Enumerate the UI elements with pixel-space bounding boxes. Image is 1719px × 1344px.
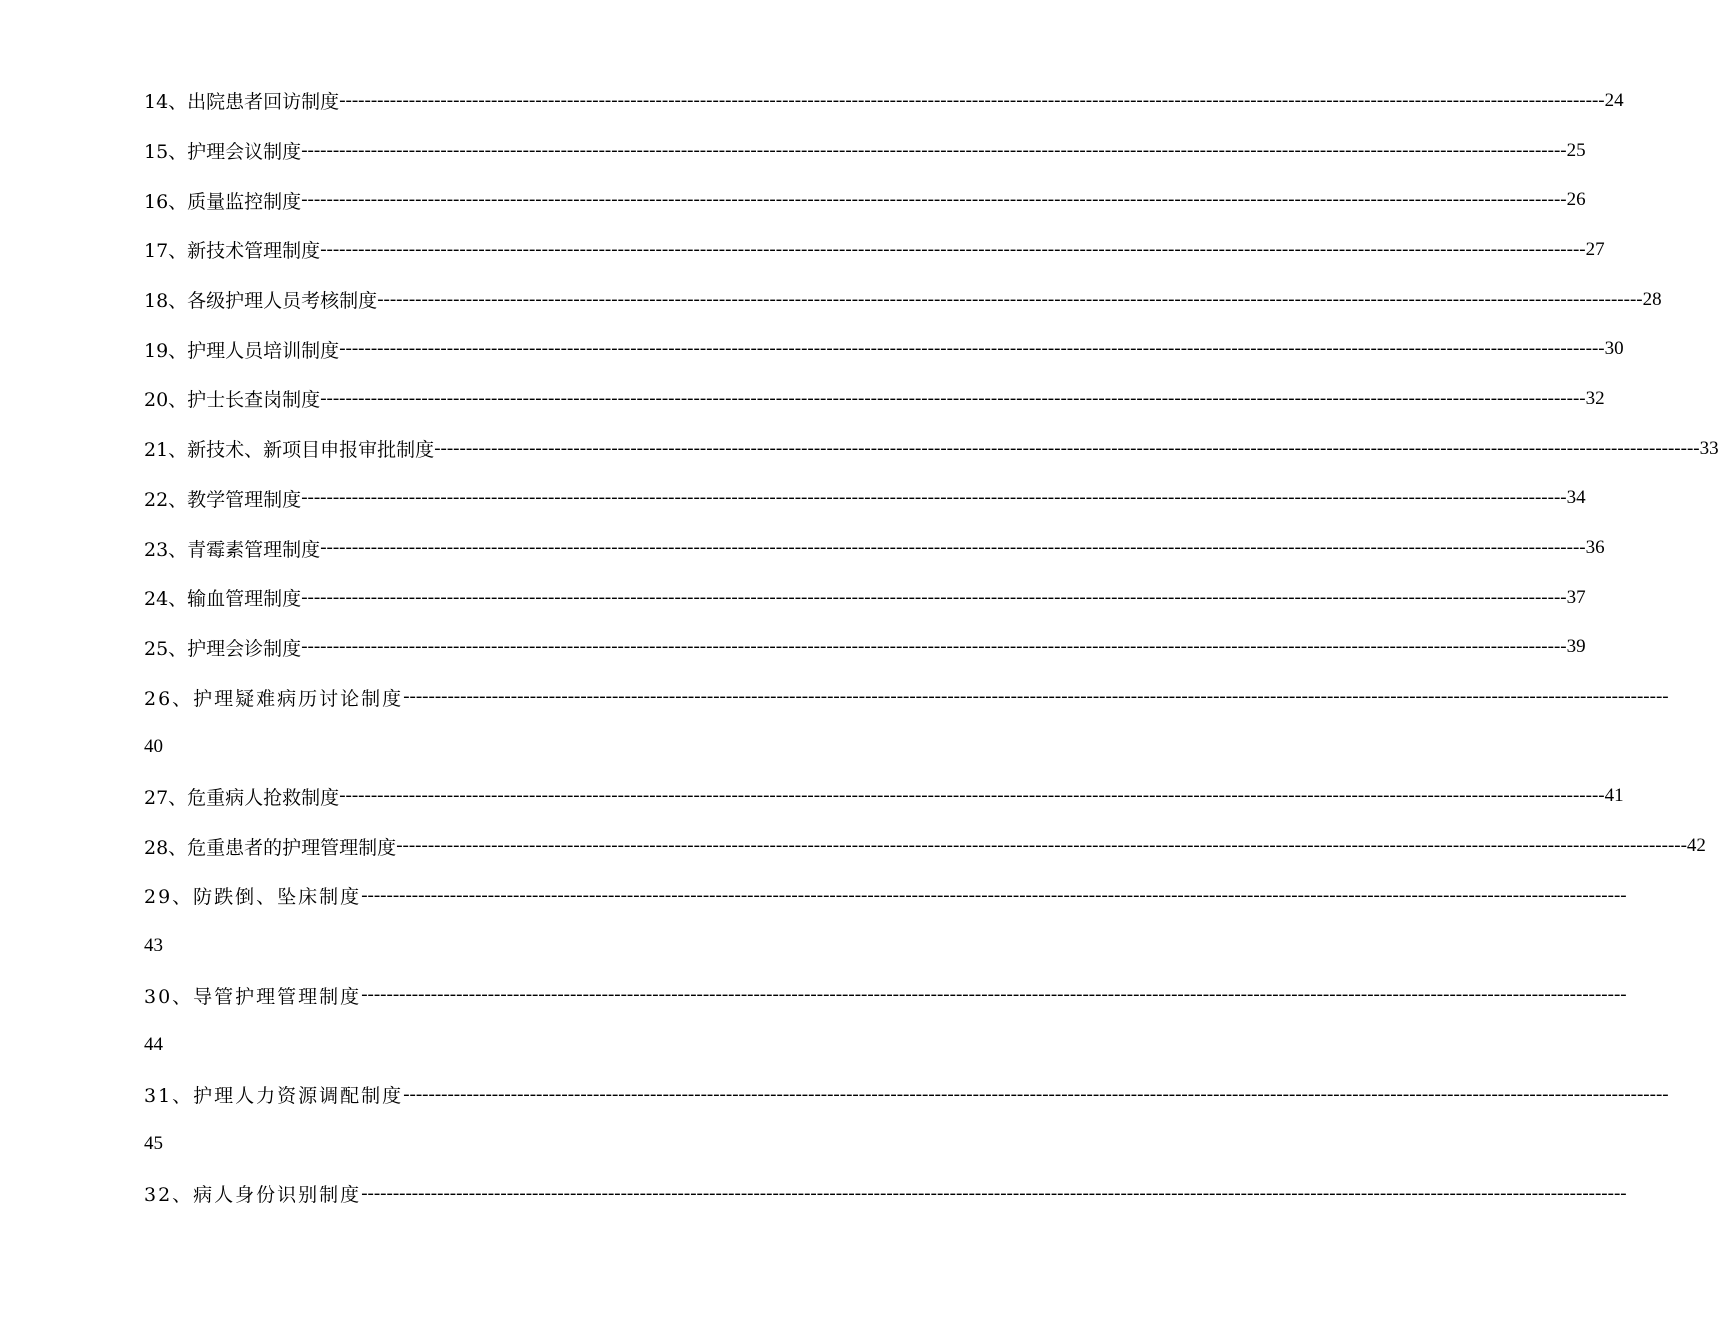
toc-entry[interactable] bbox=[144, 424, 1719, 474]
toc-entry-title: 32、病人身份识别制度 bbox=[144, 1184, 362, 1207]
toc-page-number: 34 bbox=[1566, 487, 1586, 509]
toc-entry[interactable] bbox=[144, 126, 1586, 176]
toc-entry[interactable] bbox=[144, 573, 1586, 623]
toc-entry-title: 16、质量监控制度 bbox=[144, 190, 302, 213]
toc-entry[interactable] bbox=[144, 821, 1706, 871]
toc-entry[interactable] bbox=[144, 672, 1669, 722]
toc-entry-title: 17、新技术管理制度 bbox=[144, 240, 321, 263]
toc-leader-dots: -------------------------------------------------------------------------------------------------------------------------------------------------------------------------------------------------------- bbox=[320, 238, 1586, 260]
toc-entry-title: 21、新技术、新项目申报审批制度 bbox=[144, 439, 435, 462]
toc-entry-page-wrap bbox=[144, 921, 806, 971]
toc-page-number: ----42 bbox=[1661, 835, 1706, 857]
toc-leader-dots: -------------------------------------------------------------------------------------------------------------------------------------------------------------------------------------------------------- bbox=[301, 636, 1567, 658]
toc-leader-dots: -------------------------------------------------------------------------------------------------------------------------------------------------------------------------------------------------------- bbox=[301, 487, 1567, 509]
toc-page-number: 30 bbox=[1604, 338, 1624, 360]
toc-entry[interactable] bbox=[144, 523, 1605, 573]
toc-leader-dots: -------------------------------------------------------------------------------------------------------------------------------------------------------------------------------------------------------- bbox=[377, 288, 1643, 310]
toc-leader-dots: -------------------------------------------------------------------------------------------------------------------------------------------------------------------------------------------------------- bbox=[301, 189, 1567, 211]
toc-leader-dots: -------------------------------------------------------------------------------------------------------------------------------------------------------------------------------------------------------- bbox=[320, 387, 1586, 409]
toc-page-number: 40 bbox=[144, 735, 163, 757]
toc-page-number: 36 bbox=[1585, 537, 1605, 559]
toc-page-number: 37 bbox=[1566, 586, 1586, 608]
toc-entry-page-wrap bbox=[144, 1020, 806, 1070]
toc-entry[interactable] bbox=[144, 175, 1586, 225]
toc-page-number: 25 bbox=[1566, 139, 1586, 161]
toc-leader-dots: -------------------------------------------------------------------------------------------------------------------------------------------------------------------------------------------------------- bbox=[434, 437, 1700, 459]
toc-entry-title: 26、护理疑难病历讨论制度 bbox=[144, 687, 404, 710]
toc-entry[interactable] bbox=[144, 871, 1627, 921]
toc-leader-dots: -------------------------------------------------------------------------------------------------------------------------------------------------------------------------------------------------------- bbox=[301, 586, 1567, 608]
toc-entry-title: 28、危重患者的护理管理制度 bbox=[144, 836, 397, 859]
toc-leader-dots: -------------------------------------------------------------------------------------------------------------------------------------------------------------------------------------------------------- bbox=[339, 338, 1605, 360]
toc-leader-dots: -------------------------------------------------------------------------------------------------------------------------------------------------------------------------------------------------------- bbox=[361, 884, 1627, 906]
toc-entry-title: 20、护士长查岗制度 bbox=[144, 389, 321, 412]
toc-entry[interactable] bbox=[144, 76, 1624, 126]
toc-entry[interactable] bbox=[144, 970, 1627, 1020]
toc-page-number: 44 bbox=[144, 1033, 163, 1055]
toc-entry-title: 14、出院患者回访制度 bbox=[144, 91, 340, 114]
toc-entry[interactable] bbox=[144, 623, 1586, 673]
toc-page-number: 33 bbox=[1699, 437, 1719, 459]
toc-page-number: 41 bbox=[1604, 785, 1624, 807]
toc-entry[interactable] bbox=[144, 772, 1624, 822]
toc-leader-dots: -------------------------------------------------------------------------------------------------------------------------------------------------------------------------------------------------------- bbox=[339, 785, 1605, 807]
toc-entry[interactable] bbox=[144, 1070, 1669, 1120]
toc-entry-title: 19、护理人员培训制度 bbox=[144, 339, 340, 362]
toc-entry[interactable] bbox=[144, 275, 1662, 325]
toc-entry-title: 23、青霉素管理制度 bbox=[144, 538, 321, 561]
toc-entry-title: 18、各级护理人员考核制度 bbox=[144, 290, 378, 313]
toc-page-number: 43 bbox=[144, 934, 163, 956]
toc-entry[interactable] bbox=[144, 324, 1624, 374]
toc-leader-dots: -------------------------------------------------------------------------------------------------------------------------------------------------------------------------------------------------------- bbox=[339, 89, 1605, 111]
toc-entry[interactable] bbox=[144, 225, 1605, 275]
toc-entry-title: 22、教学管理制度 bbox=[144, 488, 302, 511]
toc-entry-page-wrap bbox=[144, 722, 806, 772]
toc-entry-title: 30、导管护理管理制度 bbox=[144, 985, 362, 1008]
toc-entry[interactable] bbox=[144, 474, 1586, 524]
toc-entry-title: 25、护理会诊制度 bbox=[144, 637, 302, 660]
toc-entry-title: 29、防跌倒、坠床制度 bbox=[144, 886, 362, 909]
toc-leader-dots: -------------------------------------------------------------------------------------------------------------------------------------------------------------------------------------------------------- bbox=[361, 1182, 1627, 1204]
toc-leader-dots: -------------------------------------------------------------------------------------------------------------------------------------------------------------------------------------------------------- bbox=[301, 139, 1567, 161]
toc-entry-title: 24、输血管理制度 bbox=[144, 588, 302, 611]
toc-page-number: 32 bbox=[1585, 387, 1605, 409]
toc-entry-title: 31、护理人力资源调配制度 bbox=[144, 1085, 404, 1108]
toc-leader-dots: -------------------------------------------------------------------------------------------------------------------------------------------------------------------------------------------------------- bbox=[361, 984, 1627, 1006]
toc-entry[interactable] bbox=[144, 374, 1605, 424]
table-of-contents bbox=[144, 76, 1719, 1219]
toc-entry[interactable] bbox=[144, 1169, 1627, 1219]
toc-page-number: 24 bbox=[1604, 89, 1624, 111]
toc-leader-dots: -------------------------------------------------------------------------------------------------------------------------------------------------------------------------------------------------------- bbox=[396, 835, 1662, 857]
toc-leader-dots: -------------------------------------------------------------------------------------------------------------------------------------------------------------------------------------------------------- bbox=[320, 537, 1586, 559]
toc-page-number: 28 bbox=[1642, 288, 1662, 310]
toc-leader-dots: -------------------------------------------------------------------------------------------------------------------------------------------------------------------------------------------------------- bbox=[403, 686, 1669, 708]
toc-page-number: 45 bbox=[144, 1133, 163, 1155]
toc-page-number: 39 bbox=[1566, 636, 1586, 658]
toc-entry-title: 15、护理会议制度 bbox=[144, 141, 302, 164]
toc-leader-dots: -------------------------------------------------------------------------------------------------------------------------------------------------------------------------------------------------------- bbox=[403, 1083, 1669, 1105]
toc-entry-page-wrap bbox=[144, 1119, 806, 1169]
toc-page-number: 26 bbox=[1566, 189, 1586, 211]
toc-page-number: 27 bbox=[1585, 238, 1605, 260]
toc-entry-title: 27、危重病人抢救制度 bbox=[144, 786, 340, 809]
